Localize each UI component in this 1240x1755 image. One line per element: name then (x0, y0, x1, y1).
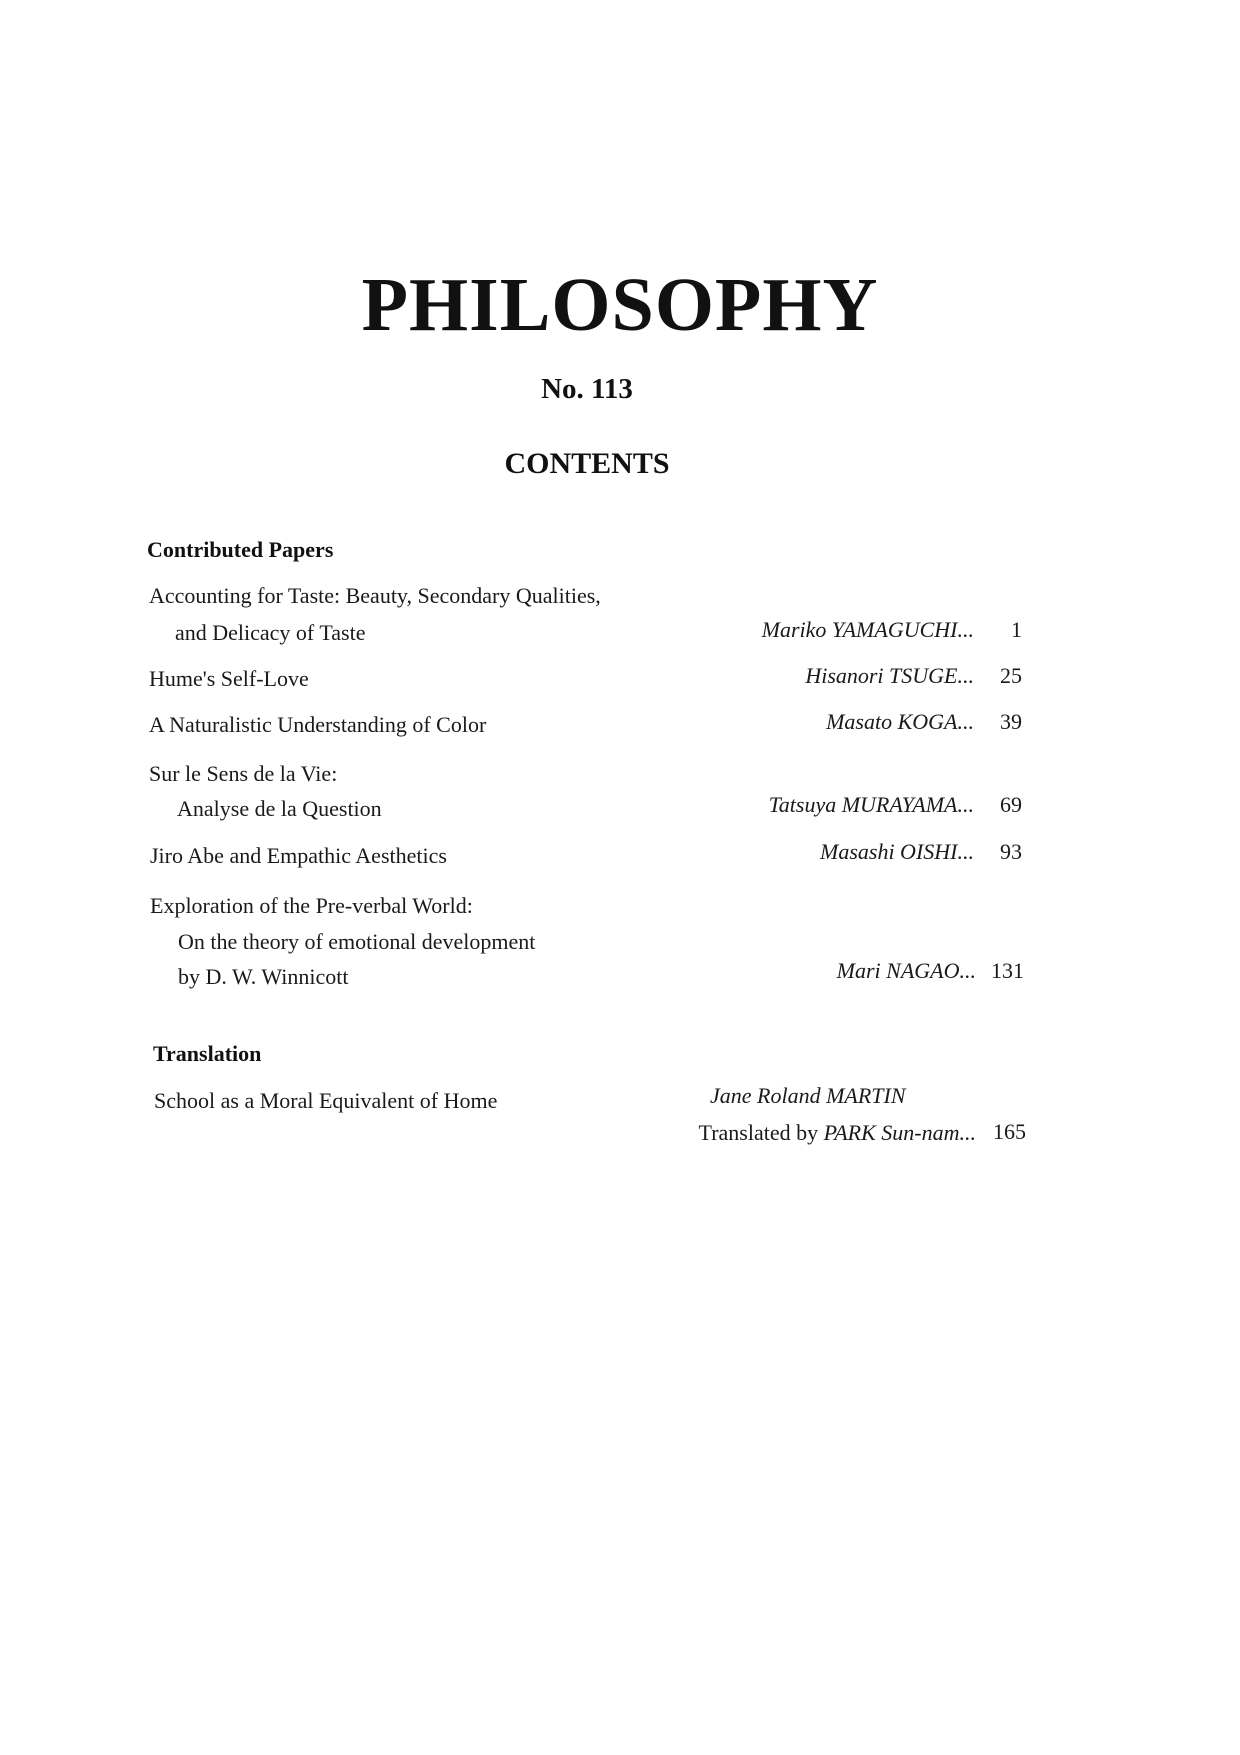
entry-author: Masato KOGA... (826, 709, 974, 734)
entry-title-line: A Naturalistic Understanding of Color (149, 712, 487, 737)
translator-line (699, 1120, 976, 1146)
section-heading-contributed-papers: Contributed Papers (147, 537, 334, 562)
entry-page: 131 (991, 958, 1024, 983)
entry-title-line: On the theory of emotional development (178, 929, 536, 954)
entry-title-line: Sur le Sens de la Vie: (149, 761, 338, 786)
entry-page: 39 (1000, 709, 1022, 734)
entry-title-line: Exploration of the Pre-verbal World: (150, 893, 473, 918)
entry-author: Jane Roland MARTIN (710, 1083, 906, 1108)
entry-author: Mari NAGAO... (836, 958, 976, 983)
translator-name: PARK Sun-nam... (823, 1120, 976, 1145)
entry-author: Mariko YAMAGUCHI... (761, 617, 974, 642)
entry-title-line: Accounting for Taste: Beauty, Secondary Qualities, (149, 583, 601, 608)
entry-title-line: Analyse de la Question (177, 796, 382, 821)
journal-title: PHILOSOPHY (361, 263, 879, 347)
entry-title-line: by D. W. Winnicott (178, 964, 349, 989)
entry-author: Hisanori TSUGE... (805, 663, 974, 688)
entry-title-line: Jiro Abe and Empathic Aesthetics (150, 843, 447, 868)
entry-title-line: and Delicacy of Taste (175, 620, 366, 645)
entry-page: 93 (1000, 839, 1022, 864)
entry-page: 165 (993, 1119, 1026, 1144)
section-heading-translation: Translation (153, 1041, 262, 1066)
issue-number: No. 113 (541, 373, 633, 405)
entry-page: 25 (1000, 663, 1022, 688)
entry-author: Tatsuya MURAYAMA... (768, 792, 974, 817)
entry-title-line: Hume's Self-Love (149, 666, 309, 691)
translated-by-label: Translated by (698, 1120, 819, 1145)
contents-heading: CONTENTS (504, 447, 670, 480)
entry-page: 69 (1000, 792, 1022, 817)
entry-author: Masashi OISHI... (820, 839, 974, 864)
entry-title-line: School as a Moral Equivalent of Home (154, 1088, 498, 1113)
entry-page: 1 (1011, 617, 1022, 642)
